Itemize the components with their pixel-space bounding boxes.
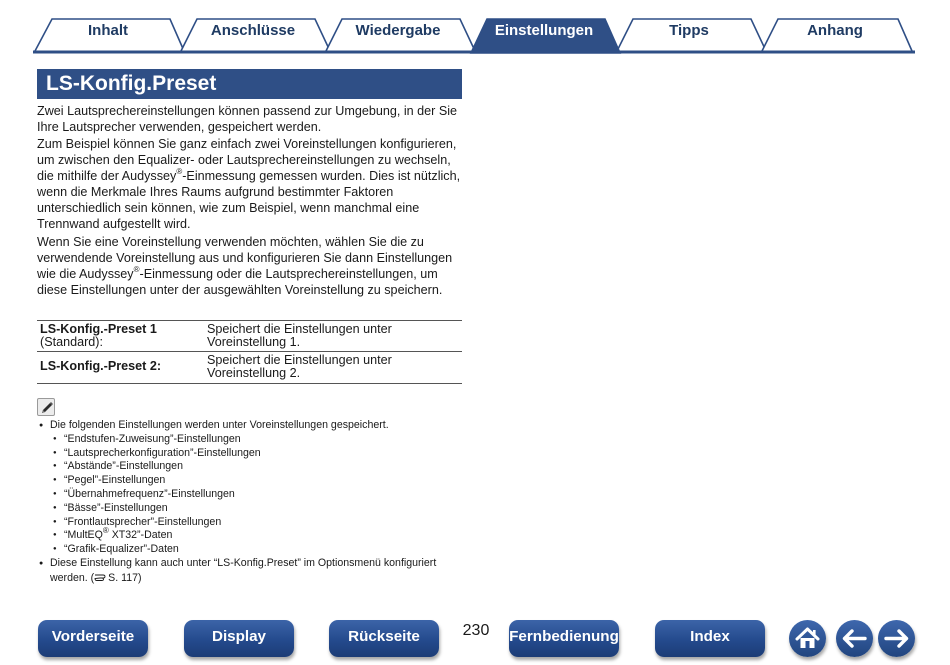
page-reference-link[interactable]: S. 117 xyxy=(108,571,139,584)
list-item: ● “Bässe”-Einstellungen xyxy=(53,502,467,516)
list-item: ● “Grafik-Equalizer”-Daten xyxy=(53,543,467,557)
table-row xyxy=(37,352,462,383)
tab-inhalt[interactable]: Inhalt xyxy=(88,22,128,39)
usage-paragraph xyxy=(37,234,462,298)
registered-mark: ® xyxy=(176,167,183,176)
registered-mark: ® xyxy=(133,265,140,274)
list-item xyxy=(37,419,467,557)
display-button[interactable]: Display xyxy=(184,620,294,657)
usage-text-end: -Einmessung oder die Lautsprechereinstellungen, um diese Einstellungen unter der ausgewählten Voreinstellung zu speichern. xyxy=(37,267,443,298)
setting-description: Speichert die Einstellungen unter Voreinstellung 1. xyxy=(207,322,392,349)
saved-settings-list xyxy=(50,433,467,557)
list-item: ● “Endstufen-Zuweisung”-Einstellungen xyxy=(53,433,467,447)
example-text-start: Zum Beispiel können Sie ganz einfach zwei Voreinstellungen konfigurieren, um zwischen den Equalizer- oder Lautsprechereinstellungen zu wechseln, die mithilfe der Audyssey xyxy=(37,137,457,184)
tab-tipps[interactable]: Tipps xyxy=(669,22,709,39)
tab-anhang[interactable]: Anhang xyxy=(807,22,863,39)
registered-mark: ® xyxy=(102,525,109,535)
note-text: Diese Einstellung kann auch unter “LS-Konfig.Preset” im Optionsmenü konfiguriert werden. ( xyxy=(50,556,437,584)
setting-name-bold: LS-Konfig.-Preset 1 xyxy=(40,322,157,336)
list-item: ● “Frontlautsprecher”-Einstellungen xyxy=(53,516,467,530)
setting-name xyxy=(37,352,207,383)
section-title: LS-Konfig.Preset xyxy=(37,69,462,99)
example-text-end: -Einmessung gemessen wurden. Dies ist nützlich, wenn die Merkmale Ihres Raums aufgrund bestimmter Faktoren unterschiedlich sein können, wie zum Beispiel, wenn manchmal eine Trennwand aufgestellt wird. xyxy=(37,169,461,232)
multeq-text-end: XT32”-Daten xyxy=(108,529,173,542)
list-item: ● “Abstände”-Einstellungen xyxy=(53,460,467,474)
index-button[interactable]: Index xyxy=(655,620,765,657)
list-item xyxy=(53,525,467,543)
note-list xyxy=(37,419,467,586)
front-panel-button[interactable]: Vorderseite xyxy=(38,620,148,657)
table-row xyxy=(37,321,462,352)
setting-name-bold: LS-Konfig.-Preset 2: xyxy=(40,359,162,373)
list-item xyxy=(37,557,467,586)
note-text: Die folgenden Einstellungen werden unter Voreinstellungen gespeichert. xyxy=(50,419,389,431)
tab-einstellungen[interactable]: Einstellungen xyxy=(494,22,594,39)
pencil-note-icon xyxy=(37,398,55,416)
rear-panel-button[interactable]: Rückseite xyxy=(329,620,439,657)
setting-name xyxy=(37,321,207,351)
previous-page-button[interactable] xyxy=(836,620,873,657)
intro-paragraph: Zwei Lautsprechereinstellungen können passend zur Umgebung, in der Sie Ihre Lautsprecher verwenden, gespeichert werden. xyxy=(37,104,458,135)
example-paragraph xyxy=(37,136,462,233)
next-page-button[interactable] xyxy=(878,620,915,657)
home-icon xyxy=(789,620,826,657)
list-item: ● “Lautsprecherkonfiguration”-Einstellungen xyxy=(53,447,467,461)
arrow-right-icon xyxy=(878,620,915,657)
list-item: ● “Pegel”-Einstellungen xyxy=(53,474,467,488)
list-item: ● “Übernahmefrequenz”-Einstellungen xyxy=(53,488,467,502)
top-tab-bar xyxy=(0,0,950,60)
remote-control-button[interactable]: Fernbedienung xyxy=(509,620,619,657)
usage-text-start: Wenn Sie eine Voreinstellung verwenden möchten, wählen Sie die zu verwendende Voreinstellung aus und konfigurieren Sie dann Einstellungen wie die Audyssey xyxy=(37,235,453,282)
home-button[interactable] xyxy=(789,620,826,657)
multeq-text: “MultEQ xyxy=(64,529,103,542)
setting-name-suffix: (Standard): xyxy=(40,335,103,349)
arrow-left-icon xyxy=(836,620,873,657)
tab-anschluesse[interactable]: Anschlüsse xyxy=(210,22,296,39)
setting-description: Speichert die Einstellungen unter Voreinstellung 2. xyxy=(207,353,392,380)
settings-table xyxy=(37,320,462,384)
page-number: 230 xyxy=(462,622,490,639)
pointing-hand-icon xyxy=(94,572,108,582)
note-text-end: ) xyxy=(138,571,142,584)
tab-wiedergabe[interactable]: Wiedergabe xyxy=(355,22,441,39)
